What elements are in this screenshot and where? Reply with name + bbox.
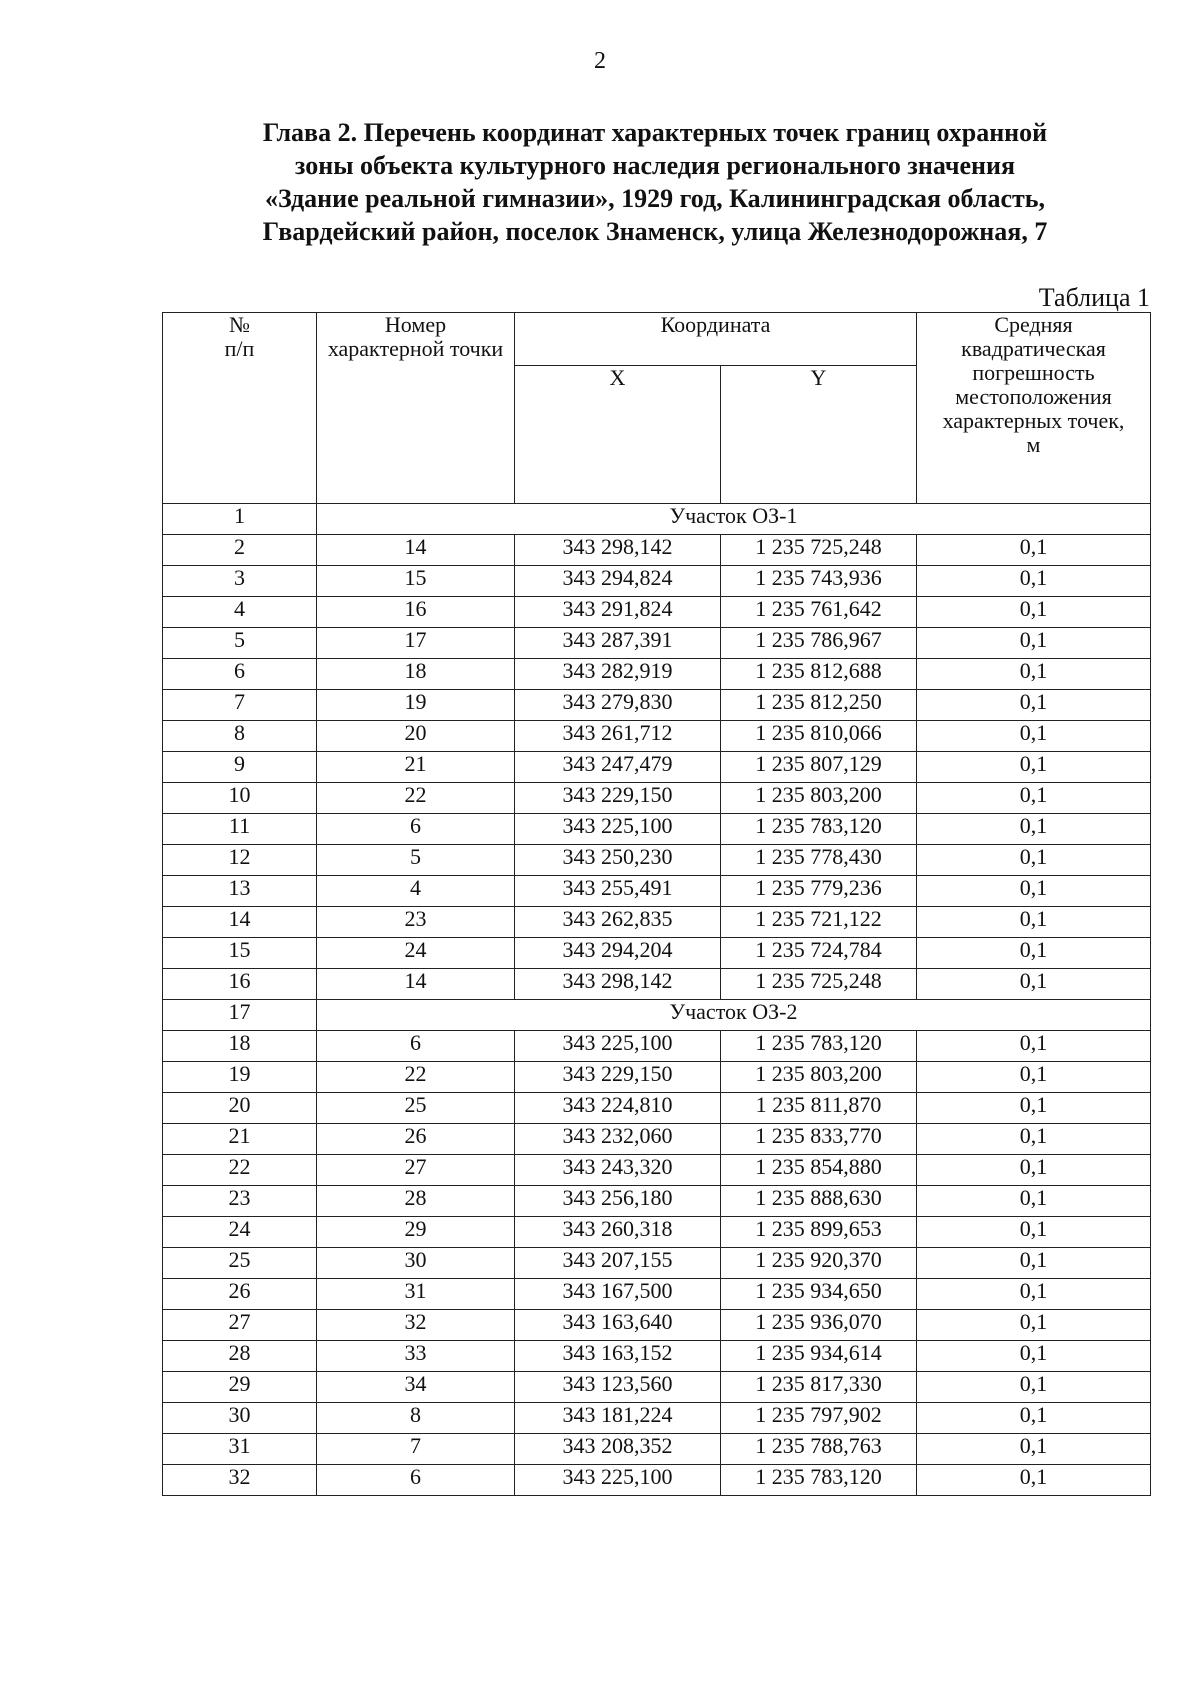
- error-value: 0,1: [917, 1279, 1151, 1310]
- coordinate-y: 1 235 783,120: [721, 1465, 917, 1496]
- point-number: 29: [317, 1217, 515, 1248]
- point-number: 16: [317, 597, 515, 628]
- table-row: [163, 1062, 1151, 1093]
- table-row: [163, 1217, 1151, 1248]
- coordinate-x: 343 287,391: [515, 628, 721, 659]
- table-row: [163, 1093, 1151, 1124]
- coordinate-x: 343 260,318: [515, 1217, 721, 1248]
- coordinate-x: 343 163,152: [515, 1341, 721, 1372]
- coordinate-y: 1 235 783,120: [721, 1031, 917, 1062]
- table-row: [163, 1372, 1151, 1403]
- coordinate-y: 1 235 936,070: [721, 1310, 917, 1341]
- table-row: [163, 1341, 1151, 1372]
- point-number: 4: [317, 876, 515, 907]
- error-value: 0,1: [917, 1031, 1151, 1062]
- point-number: 27: [317, 1155, 515, 1186]
- point-number: 18: [317, 659, 515, 690]
- row-number: 28: [163, 1341, 317, 1372]
- row-number: 21: [163, 1124, 317, 1155]
- coordinate-x: 343 294,824: [515, 566, 721, 597]
- row-number: 5: [163, 628, 317, 659]
- error-value: 0,1: [917, 535, 1151, 566]
- table-row: [163, 969, 1151, 1000]
- table-row: [163, 907, 1151, 938]
- coordinate-y: 1 235 786,967: [721, 628, 917, 659]
- point-number: 23: [317, 907, 515, 938]
- coordinate-y: 1 235 888,630: [721, 1186, 917, 1217]
- error-value: 0,1: [917, 1217, 1151, 1248]
- error-value: 0,1: [917, 814, 1151, 845]
- coordinate-x: 343 282,919: [515, 659, 721, 690]
- row-number: 17: [163, 1000, 317, 1031]
- row-number: 1: [163, 504, 317, 535]
- point-number: 20: [317, 721, 515, 752]
- header-y: Y: [721, 366, 917, 504]
- title-line: «Здание реальной гимназии», 1929 год, Калининградская область,: [264, 184, 1046, 213]
- row-number: 9: [163, 752, 317, 783]
- table-row: [163, 876, 1151, 907]
- error-value: 0,1: [917, 938, 1151, 969]
- coordinate-x: 343 294,204: [515, 938, 721, 969]
- coordinate-x: 343 261,712: [515, 721, 721, 752]
- point-number: 14: [317, 535, 515, 566]
- coordinate-y: 1 235 797,902: [721, 1403, 917, 1434]
- coordinate-y: 1 235 934,650: [721, 1279, 917, 1310]
- point-number: 25: [317, 1093, 515, 1124]
- coordinate-x: 343 225,100: [515, 1031, 721, 1062]
- table-row: [163, 1186, 1151, 1217]
- point-number: 32: [317, 1310, 515, 1341]
- coordinate-x: 343 225,100: [515, 814, 721, 845]
- header-point: Номер характерной точки: [317, 313, 515, 504]
- row-number: 14: [163, 907, 317, 938]
- coordinate-y: 1 235 725,248: [721, 969, 917, 1000]
- coordinate-x: 343 243,320: [515, 1155, 721, 1186]
- point-number: 15: [317, 566, 515, 597]
- row-number: 4: [163, 597, 317, 628]
- header-coordinate: Координата: [515, 313, 917, 366]
- table-row: [163, 845, 1151, 876]
- coordinate-x: 343 279,830: [515, 690, 721, 721]
- row-number: 23: [163, 1186, 317, 1217]
- table-row: [163, 1434, 1151, 1465]
- coordinate-y: 1 235 803,200: [721, 783, 917, 814]
- coordinate-x: 343 291,824: [515, 597, 721, 628]
- table-row: [163, 1279, 1151, 1310]
- error-value: 0,1: [917, 876, 1151, 907]
- row-number: 10: [163, 783, 317, 814]
- row-number: 27: [163, 1310, 317, 1341]
- coordinate-y: 1 235 810,066: [721, 721, 917, 752]
- coordinate-x: 343 232,060: [515, 1124, 721, 1155]
- error-value: 0,1: [917, 969, 1151, 1000]
- point-number: 33: [317, 1341, 515, 1372]
- table-row: [163, 1124, 1151, 1155]
- row-number: 8: [163, 721, 317, 752]
- table-row: [163, 1031, 1151, 1062]
- point-number: 6: [317, 1465, 515, 1496]
- point-number: 17: [317, 628, 515, 659]
- coordinate-y: 1 235 761,642: [721, 597, 917, 628]
- table-row: [163, 783, 1151, 814]
- coordinate-y: 1 235 833,770: [721, 1124, 917, 1155]
- section-row: [163, 504, 1151, 535]
- coordinate-y: 1 235 779,236: [721, 876, 917, 907]
- row-number: 20: [163, 1093, 317, 1124]
- point-number: 7: [317, 1434, 515, 1465]
- point-number: 19: [317, 690, 515, 721]
- error-value: 0,1: [917, 1403, 1151, 1434]
- table-label: Таблица 1: [1038, 283, 1150, 312]
- section-label: Участок ОЗ-1: [317, 504, 1151, 535]
- table-row: [163, 1403, 1151, 1434]
- error-value: 0,1: [917, 907, 1151, 938]
- table-row: [163, 1248, 1151, 1279]
- point-number: 31: [317, 1279, 515, 1310]
- error-value: 0,1: [917, 1434, 1151, 1465]
- table-row: [163, 814, 1151, 845]
- coordinate-y: 1 235 743,936: [721, 566, 917, 597]
- point-number: 30: [317, 1248, 515, 1279]
- point-number: 26: [317, 1124, 515, 1155]
- coordinate-x: 343 123,560: [515, 1372, 721, 1403]
- error-value: 0,1: [917, 566, 1151, 597]
- coordinate-y: 1 235 725,248: [721, 535, 917, 566]
- table-row: [163, 938, 1151, 969]
- title-line: Гвардейский район, поселок Знаменск, улица Железнодорожная, 7: [262, 217, 1048, 246]
- point-number: 6: [317, 1031, 515, 1062]
- error-value: 0,1: [917, 1248, 1151, 1279]
- coordinate-y: 1 235 721,122: [721, 907, 917, 938]
- title-line: зоны объекта культурного наследия регионального значения: [294, 151, 1016, 180]
- coordinate-x: 343 255,491: [515, 876, 721, 907]
- table-row: [163, 1155, 1151, 1186]
- section-label: Участок ОЗ-2: [317, 1000, 1151, 1031]
- row-number: 24: [163, 1217, 317, 1248]
- coordinate-y: 1 235 934,614: [721, 1341, 917, 1372]
- section-row: [163, 1000, 1151, 1031]
- error-value: 0,1: [917, 1155, 1151, 1186]
- coordinate-x: 343 298,142: [515, 535, 721, 566]
- error-value: 0,1: [917, 690, 1151, 721]
- row-number: 22: [163, 1155, 317, 1186]
- row-number: 3: [163, 566, 317, 597]
- coordinate-x: 343 298,142: [515, 969, 721, 1000]
- page-number: 2: [594, 48, 606, 74]
- error-value: 0,1: [917, 783, 1151, 814]
- row-number: 30: [163, 1403, 317, 1434]
- row-number: 29: [163, 1372, 317, 1403]
- error-value: 0,1: [917, 1186, 1151, 1217]
- row-number: 18: [163, 1031, 317, 1062]
- coordinate-x: 343 208,352: [515, 1434, 721, 1465]
- row-number: 11: [163, 814, 317, 845]
- error-value: 0,1: [917, 1093, 1151, 1124]
- coordinate-y: 1 235 803,200: [721, 1062, 917, 1093]
- row-number: 15: [163, 938, 317, 969]
- header-num: № п/п: [163, 313, 317, 504]
- row-number: 26: [163, 1279, 317, 1310]
- error-value: 0,1: [917, 628, 1151, 659]
- coordinate-y: 1 235 778,430: [721, 845, 917, 876]
- coordinate-y: 1 235 811,870: [721, 1093, 917, 1124]
- point-number: 34: [317, 1372, 515, 1403]
- row-number: 25: [163, 1248, 317, 1279]
- coordinate-x: 343 262,835: [515, 907, 721, 938]
- error-value: 0,1: [917, 1341, 1151, 1372]
- error-value: 0,1: [917, 845, 1151, 876]
- point-number: 8: [317, 1403, 515, 1434]
- coordinate-y: 1 235 899,653: [721, 1217, 917, 1248]
- coordinate-x: 343 225,100: [515, 1465, 721, 1496]
- coordinate-y: 1 235 812,688: [721, 659, 917, 690]
- coordinate-x: 343 224,810: [515, 1093, 721, 1124]
- error-value: 0,1: [917, 1310, 1151, 1341]
- table-row: [163, 597, 1151, 628]
- row-number: 13: [163, 876, 317, 907]
- coordinate-y: 1 235 783,120: [721, 814, 917, 845]
- error-value: 0,1: [917, 1062, 1151, 1093]
- coordinate-x: 343 250,230: [515, 845, 721, 876]
- error-value: 0,1: [917, 597, 1151, 628]
- point-number: 6: [317, 814, 515, 845]
- table-row: [163, 721, 1151, 752]
- coordinate-x: 343 207,155: [515, 1248, 721, 1279]
- point-number: 5: [317, 845, 515, 876]
- table-row: [163, 535, 1151, 566]
- coordinate-y: 1 235 854,880: [721, 1155, 917, 1186]
- coordinate-y: 1 235 807,129: [721, 752, 917, 783]
- header-error: Средняя квадратическая погрешность местоположения характерных точек, м: [917, 313, 1151, 504]
- coordinate-x: 343 256,180: [515, 1186, 721, 1217]
- error-value: 0,1: [917, 659, 1151, 690]
- coordinate-y: 1 235 812,250: [721, 690, 917, 721]
- title-line: Глава 2. Перечень координат характерных точек границ охранной: [262, 118, 1048, 147]
- coordinate-x: 343 181,224: [515, 1403, 721, 1434]
- table-row: [163, 659, 1151, 690]
- row-number: 2: [163, 535, 317, 566]
- error-value: 0,1: [917, 1124, 1151, 1155]
- coordinate-x: 343 229,150: [515, 1062, 721, 1093]
- coordinates-table: [162, 312, 1151, 1496]
- point-number: 14: [317, 969, 515, 1000]
- error-value: 0,1: [917, 752, 1151, 783]
- coordinate-x: 343 163,640: [515, 1310, 721, 1341]
- point-number: 22: [317, 1062, 515, 1093]
- table-row: [163, 690, 1151, 721]
- error-value: 0,1: [917, 721, 1151, 752]
- point-number: 28: [317, 1186, 515, 1217]
- coordinate-y: 1 235 724,784: [721, 938, 917, 969]
- table-row: [163, 752, 1151, 783]
- header-x: X: [515, 366, 721, 504]
- row-number: 12: [163, 845, 317, 876]
- point-number: 24: [317, 938, 515, 969]
- coordinate-y: 1 235 817,330: [721, 1372, 917, 1403]
- row-number: 32: [163, 1465, 317, 1496]
- error-value: 0,1: [917, 1465, 1151, 1496]
- point-number: 22: [317, 783, 515, 814]
- table-body: [163, 504, 1151, 1496]
- table-header: [163, 313, 1151, 504]
- error-value: 0,1: [917, 1372, 1151, 1403]
- row-number: 31: [163, 1434, 317, 1465]
- coordinate-y: 1 235 920,370: [721, 1248, 917, 1279]
- coordinate-x: 343 247,479: [515, 752, 721, 783]
- table-row: [163, 1465, 1151, 1496]
- table-row: [163, 1310, 1151, 1341]
- row-number: 19: [163, 1062, 317, 1093]
- document-title: [200, 116, 1110, 248]
- coordinate-x: 343 167,500: [515, 1279, 721, 1310]
- row-number: 16: [163, 969, 317, 1000]
- table-row: [163, 566, 1151, 597]
- coordinate-y: 1 235 788,763: [721, 1434, 917, 1465]
- coordinate-x: 343 229,150: [515, 783, 721, 814]
- table-row: [163, 628, 1151, 659]
- point-number: 21: [317, 752, 515, 783]
- row-number: 7: [163, 690, 317, 721]
- row-number: 6: [163, 659, 317, 690]
